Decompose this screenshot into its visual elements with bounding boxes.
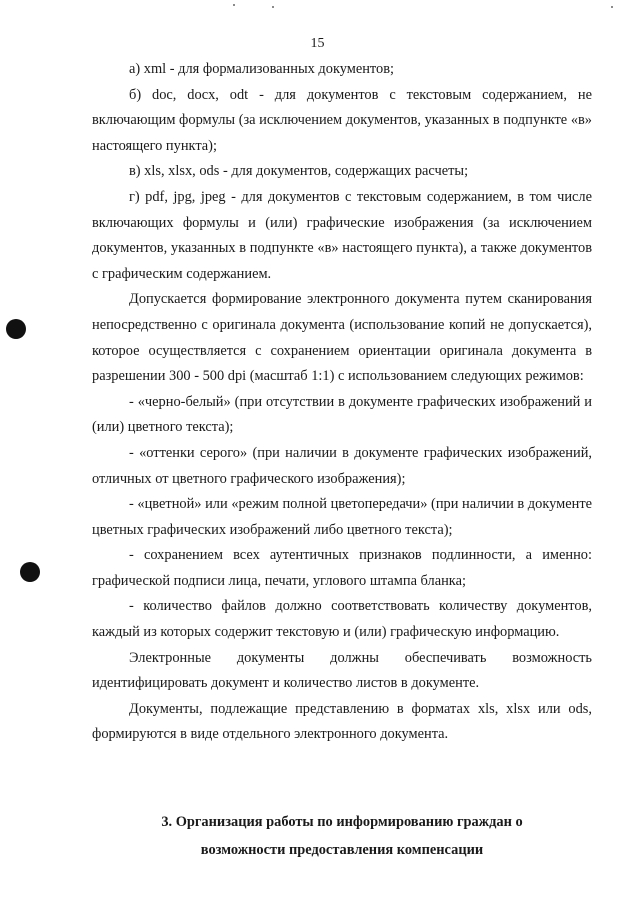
paragraph-item-v: в) xls, xlsx, ods - для документов, содержащих расчеты; bbox=[129, 163, 469, 180]
list-item-authenticity: - сохранением всех аутентичных признаков подлинности, а именно: графической подписи лица, печати, углового штампа бланка; bbox=[92, 547, 592, 589]
page-number: 15 bbox=[310, 36, 325, 51]
list-item-grayscale: - «оттенки серого» (при наличии в документе графических изображений, отличных от цветного графического изображения); bbox=[92, 444, 592, 487]
list-item-file-count: - количество файлов должно соответствовать количеству документов, каждый из которых содержит текстовую и (или) графическую информацию. bbox=[92, 598, 592, 641]
scan-speck bbox=[611, 6, 613, 8]
section-heading-line-1: 3. Организация работы по информированию граждан о bbox=[161, 814, 523, 830]
paragraph-item-b: б) doc, docx, odt - для документов с текстовым содержанием, не включающим формулы (за исключением документов, указанных в подпункте «в» настоящего пункта); bbox=[92, 86, 592, 154]
paragraph-item-a: а) xml - для формализованных документов; bbox=[129, 61, 395, 77]
paragraph-identification: Электронные документы должны обеспечивать возможность идентифицировать документ и количество листов в документе. bbox=[92, 649, 592, 692]
paragraph-scanning: Допускается формирование электронного документа путем сканирования непосредственно с оригинала документа (использование копий не допускается), которое осуществляется с сохранением ориентации оригинала документа в разрешении 300 - 500 dpi (масштаб 1:1) с использованием следующих режимов: bbox=[92, 291, 592, 385]
scan-speck bbox=[233, 4, 235, 6]
scan-speck bbox=[272, 6, 274, 8]
section-heading-line-2: возможности предоставления компенсации bbox=[200, 842, 484, 858]
punch-hole-bottom bbox=[20, 562, 40, 582]
list-item-color: - «цветной» или «режим полной цветопередачи» (при наличии в документе цветных графических изображений либо цветного текста); bbox=[92, 496, 592, 538]
paragraph-item-g: г) pdf, jpg, jpeg - для документов с текстовым содержанием, в том числе включающих формулы и (или) графические изображения (за исключением документов, указанных в подпункте «в» настоящего пункта), а также документов с графическим содержанием. bbox=[92, 188, 592, 282]
list-item-black-white: - «черно-белый» (при отсутствии в документе графических изображений и (или) цветного текста); bbox=[92, 393, 592, 436]
section-heading bbox=[92, 808, 592, 864]
punch-hole-top bbox=[6, 319, 26, 339]
document-body bbox=[92, 57, 592, 748]
paragraph-spreadsheets: Документы, подлежащие представлению в форматах xls, xlsx или ods, формируются в виде отдельного электронного документа. bbox=[92, 700, 592, 743]
